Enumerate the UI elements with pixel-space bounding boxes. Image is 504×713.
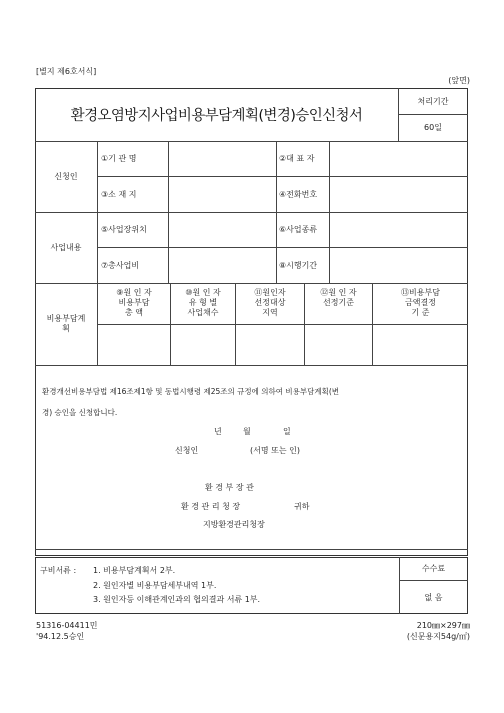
paper-size: 210㎜×297㎜ xyxy=(416,621,470,630)
honorific: 귀하 xyxy=(294,502,310,511)
attachment-item: 1. 비용부담계획서 2부. xyxy=(93,566,176,575)
institution-name-field[interactable] xyxy=(169,142,275,175)
statement-line-1: 환경개선비용부담법 제16조제1항 및 동법시행령 제25조의 규정에 의하여 비용부담계획(변 xyxy=(42,387,340,396)
business-type-field[interactable] xyxy=(330,213,467,246)
representative-label: ②대 표 자 xyxy=(279,154,315,163)
attachments-label: 구비서류 : xyxy=(40,566,77,575)
period-label: ⑧시행기간 xyxy=(279,261,318,270)
form-reference: [별지 제6호서식] xyxy=(36,67,97,76)
approval-date: '94.12.5승인 xyxy=(36,632,85,641)
form-code: 51316-04411민 xyxy=(36,621,98,630)
applicant-section-label: 신청인 xyxy=(54,172,78,181)
cost-plan-col-criteria: ⑫원 인 자 선정기준 xyxy=(320,288,357,307)
divider xyxy=(35,365,468,366)
cost-region-field[interactable] xyxy=(236,325,303,364)
attachment-item: 2. 원인자별 비용부담세부내역 1부. xyxy=(93,581,217,590)
processing-period-value: 60일 xyxy=(424,123,442,132)
office-head-title: 환 경 관 리 청 장 xyxy=(181,502,241,511)
site-location-label: ⑤사업장위치 xyxy=(101,225,147,234)
regional-office-title: 지방환경관리청장 xyxy=(203,520,265,529)
cost-plan-section-label: 비용부담계 획 xyxy=(46,314,86,333)
cost-criteria-field[interactable] xyxy=(305,325,371,364)
cost-plan-col-amount-basis: ⑬비용부담 금액결정 기 준 xyxy=(401,288,440,317)
total-cost-label: ⑦총사업비 xyxy=(101,261,140,270)
cost-amount-basis-field[interactable] xyxy=(373,325,467,364)
institution-name-label: ①기 관 명 xyxy=(101,154,137,163)
signature-note: (서명 또는 인) xyxy=(250,446,300,455)
statement-line-2: 경) 승인을 신청합니다. xyxy=(42,408,118,417)
divider xyxy=(35,549,468,550)
site-location-field[interactable] xyxy=(169,213,275,246)
attachment-item: 3. 원인자등 이해관계인과의 협의결과 서류 1부. xyxy=(93,595,261,604)
representative-field[interactable] xyxy=(330,142,467,175)
location-label: ③소 재 지 xyxy=(101,190,137,199)
paper-type: (신문용지54g/㎡) xyxy=(406,632,470,641)
divider xyxy=(35,283,468,284)
cost-plan-col-region: ⑪원인자 선정대상 지역 xyxy=(254,288,286,317)
divider xyxy=(276,141,277,283)
phone-field[interactable] xyxy=(330,177,467,211)
applicant-sign-label: 신청인 xyxy=(175,446,199,455)
date-year-label: 년 xyxy=(214,427,222,436)
project-section-label: 사업내용 xyxy=(50,243,82,252)
phone-label: ④전화번호 xyxy=(279,190,318,199)
cost-plan-col-total: ⑨원 인 자 비용부담 총 액 xyxy=(116,288,152,317)
period-field[interactable] xyxy=(330,248,467,282)
cost-type-field[interactable] xyxy=(171,325,234,364)
cost-plan-col-type: ⑩원 인 자 유 형 별 사업채수 xyxy=(185,288,221,317)
front-side-mark: (앞면) xyxy=(448,76,470,85)
cost-total-field[interactable] xyxy=(98,325,169,364)
date-month-label: 월 xyxy=(243,427,251,436)
fee-value: 없 음 xyxy=(424,592,443,602)
form-title: 환경오염방지사업비용부담계획(변경)승인신청서 xyxy=(70,108,363,124)
fee-label: 수수료 xyxy=(421,564,446,573)
business-type-label: ⑥사업종류 xyxy=(279,225,318,234)
date-day-label: 일 xyxy=(283,427,291,436)
location-field[interactable] xyxy=(169,177,275,211)
total-cost-field[interactable] xyxy=(169,248,275,282)
minister-title: 환 경 부 장 관 xyxy=(205,483,254,492)
processing-period-label: 처리기간 xyxy=(417,96,449,106)
